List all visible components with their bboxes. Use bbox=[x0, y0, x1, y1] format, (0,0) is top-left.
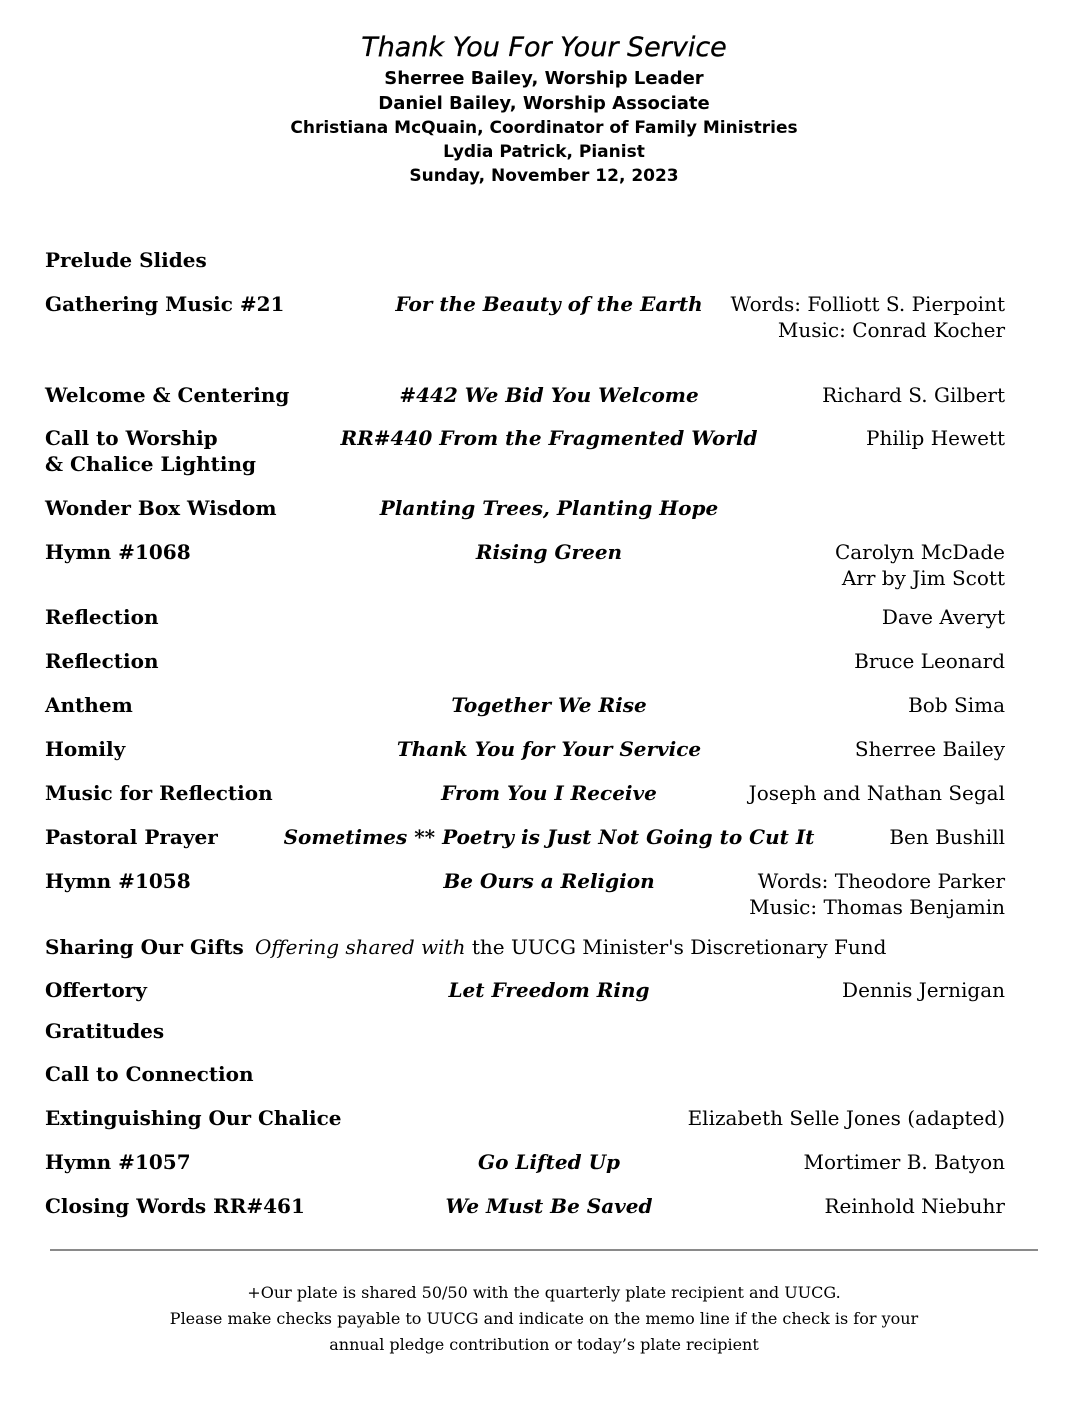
credit-line: Arr by Jim Scott bbox=[841, 566, 1005, 590]
bulletin-header bbox=[0, 30, 1088, 188]
coordinator-line: Christiana McQuain, Coordinator of Family Ministries bbox=[290, 118, 798, 138]
pledge-line: annual pledge contribution or today’s plate recipient bbox=[329, 1335, 759, 1354]
item-credit bbox=[908, 692, 1005, 718]
item-label: Gratitudes bbox=[45, 1019, 165, 1043]
credit-line: Richard S. Gilbert bbox=[822, 383, 1005, 407]
item-piece: Go Lifted Up bbox=[478, 1150, 620, 1174]
plate-share-line: +Our plate is shared 50/50 with the quarterly plate recipient and UUCG. bbox=[247, 1283, 841, 1302]
item-label: Reflection bbox=[45, 605, 159, 629]
label-line: Call to Worship bbox=[45, 426, 218, 450]
item-label: Welcome & Centering bbox=[45, 383, 290, 407]
item-label: Hymn #1068 bbox=[45, 540, 191, 564]
item-label: Reflection bbox=[45, 649, 159, 673]
credit-line: Words: Folliott S. Pierpoint bbox=[730, 292, 1005, 316]
item-label: Prelude Slides bbox=[45, 248, 207, 272]
item-label: Offertory bbox=[45, 978, 147, 1002]
item-piece: #442 We Bid You Welcome bbox=[399, 383, 699, 407]
item-credit bbox=[688, 1105, 1005, 1131]
credit-line: Elizabeth Selle Jones (adapted) bbox=[687, 1106, 1005, 1130]
credit-line: Ben Bushill bbox=[889, 825, 1005, 849]
item-credit bbox=[866, 425, 1005, 451]
credit-line: Dave Averyt bbox=[881, 605, 1005, 629]
credit-line: Bruce Leonard bbox=[854, 649, 1005, 673]
item-label: Gathering Music #21 bbox=[45, 292, 285, 316]
item-label: Closing Words RR#461 bbox=[45, 1194, 305, 1218]
item-credit bbox=[730, 291, 1005, 343]
item-label: Call to Connection bbox=[45, 1062, 254, 1086]
offering-note-italic: Offering shared with bbox=[255, 935, 466, 959]
pianist-line: Lydia Patrick, Pianist bbox=[443, 142, 645, 162]
label-line: & Chalice Lighting bbox=[45, 452, 257, 476]
item-credit bbox=[824, 1193, 1005, 1219]
worship-leader-line: Sherree Bailey, Worship Leader bbox=[384, 68, 704, 89]
credit-line: Mortimer B. Batyon bbox=[803, 1150, 1005, 1174]
credit-line: Bob Sima bbox=[908, 693, 1005, 717]
credit-line: Music: Conrad Kocher bbox=[777, 318, 1005, 342]
credit-line: Words: Theodore Parker bbox=[757, 869, 1005, 893]
item-credit bbox=[822, 382, 1005, 408]
item-piece: Planting Trees, Planting Hope bbox=[379, 496, 719, 520]
item-credit bbox=[749, 868, 1005, 920]
item-credit bbox=[803, 1149, 1005, 1175]
credit-line: Music: Thomas Benjamin bbox=[749, 895, 1005, 919]
item-piece: RR#440 From the Fragmented World bbox=[340, 426, 758, 450]
item-piece: We Must Be Saved bbox=[445, 1194, 653, 1218]
offering-note-text: the UUCG Minister's Discretionary Fund bbox=[465, 935, 887, 959]
credit-line: Carolyn McDade bbox=[834, 540, 1005, 564]
credit-line: Reinhold Niebuhr bbox=[824, 1194, 1005, 1218]
item-credit bbox=[889, 824, 1005, 850]
item-credit bbox=[749, 780, 1005, 806]
item-credit bbox=[842, 977, 1005, 1003]
worship-associate-line: Daniel Bailey, Worship Associate bbox=[378, 93, 710, 114]
item-piece: Sometimes ** Poetry is Just Not Going to Cut It bbox=[283, 825, 815, 849]
service-title: Thank You For Your Service bbox=[361, 32, 727, 63]
item-credit bbox=[855, 736, 1005, 762]
item-label: Hymn #1057 bbox=[45, 1150, 191, 1174]
item-label: Wonder Box Wisdom bbox=[45, 496, 277, 520]
item-label: Anthem bbox=[45, 693, 133, 717]
checks-line: Please make checks payable to UUCG and indicate on the memo line if the check is for your bbox=[169, 1309, 919, 1328]
service-date: Sunday, November 12, 2023 bbox=[409, 166, 679, 186]
item-piece: For the Beauty of the Earth bbox=[395, 292, 703, 316]
item-label: Pastoral Prayer bbox=[45, 825, 218, 849]
item-label: Sharing Our Gifts bbox=[45, 935, 244, 959]
item-label: Music for Reflection bbox=[45, 781, 273, 805]
credit-line: Dennis Jernigan bbox=[842, 978, 1005, 1002]
item-piece: From You I Receive bbox=[441, 781, 657, 805]
item-piece: Together We Rise bbox=[451, 693, 647, 717]
footer-note bbox=[0, 1280, 1088, 1358]
item-piece: Be Ours a Religion bbox=[443, 869, 655, 893]
item-credit bbox=[882, 604, 1005, 630]
credit-line: Philip Hewett bbox=[866, 426, 1005, 450]
item-piece: Thank You for Your Service bbox=[396, 737, 702, 761]
item-label: Homily bbox=[45, 737, 126, 761]
offering-note bbox=[255, 934, 886, 960]
item-credit bbox=[835, 539, 1005, 591]
credit-line: Joseph and Nathan Segal bbox=[748, 781, 1005, 805]
item-label: Extinguishing Our Chalice bbox=[45, 1106, 342, 1130]
item-label: Hymn #1058 bbox=[45, 869, 191, 893]
credit-line: Sherree Bailey bbox=[854, 737, 1005, 761]
item-credit bbox=[854, 648, 1005, 674]
footer-divider bbox=[50, 1249, 1038, 1251]
item-piece: Rising Green bbox=[475, 540, 623, 564]
item-label bbox=[45, 425, 256, 477]
item-piece: Let Freedom Ring bbox=[448, 978, 650, 1002]
